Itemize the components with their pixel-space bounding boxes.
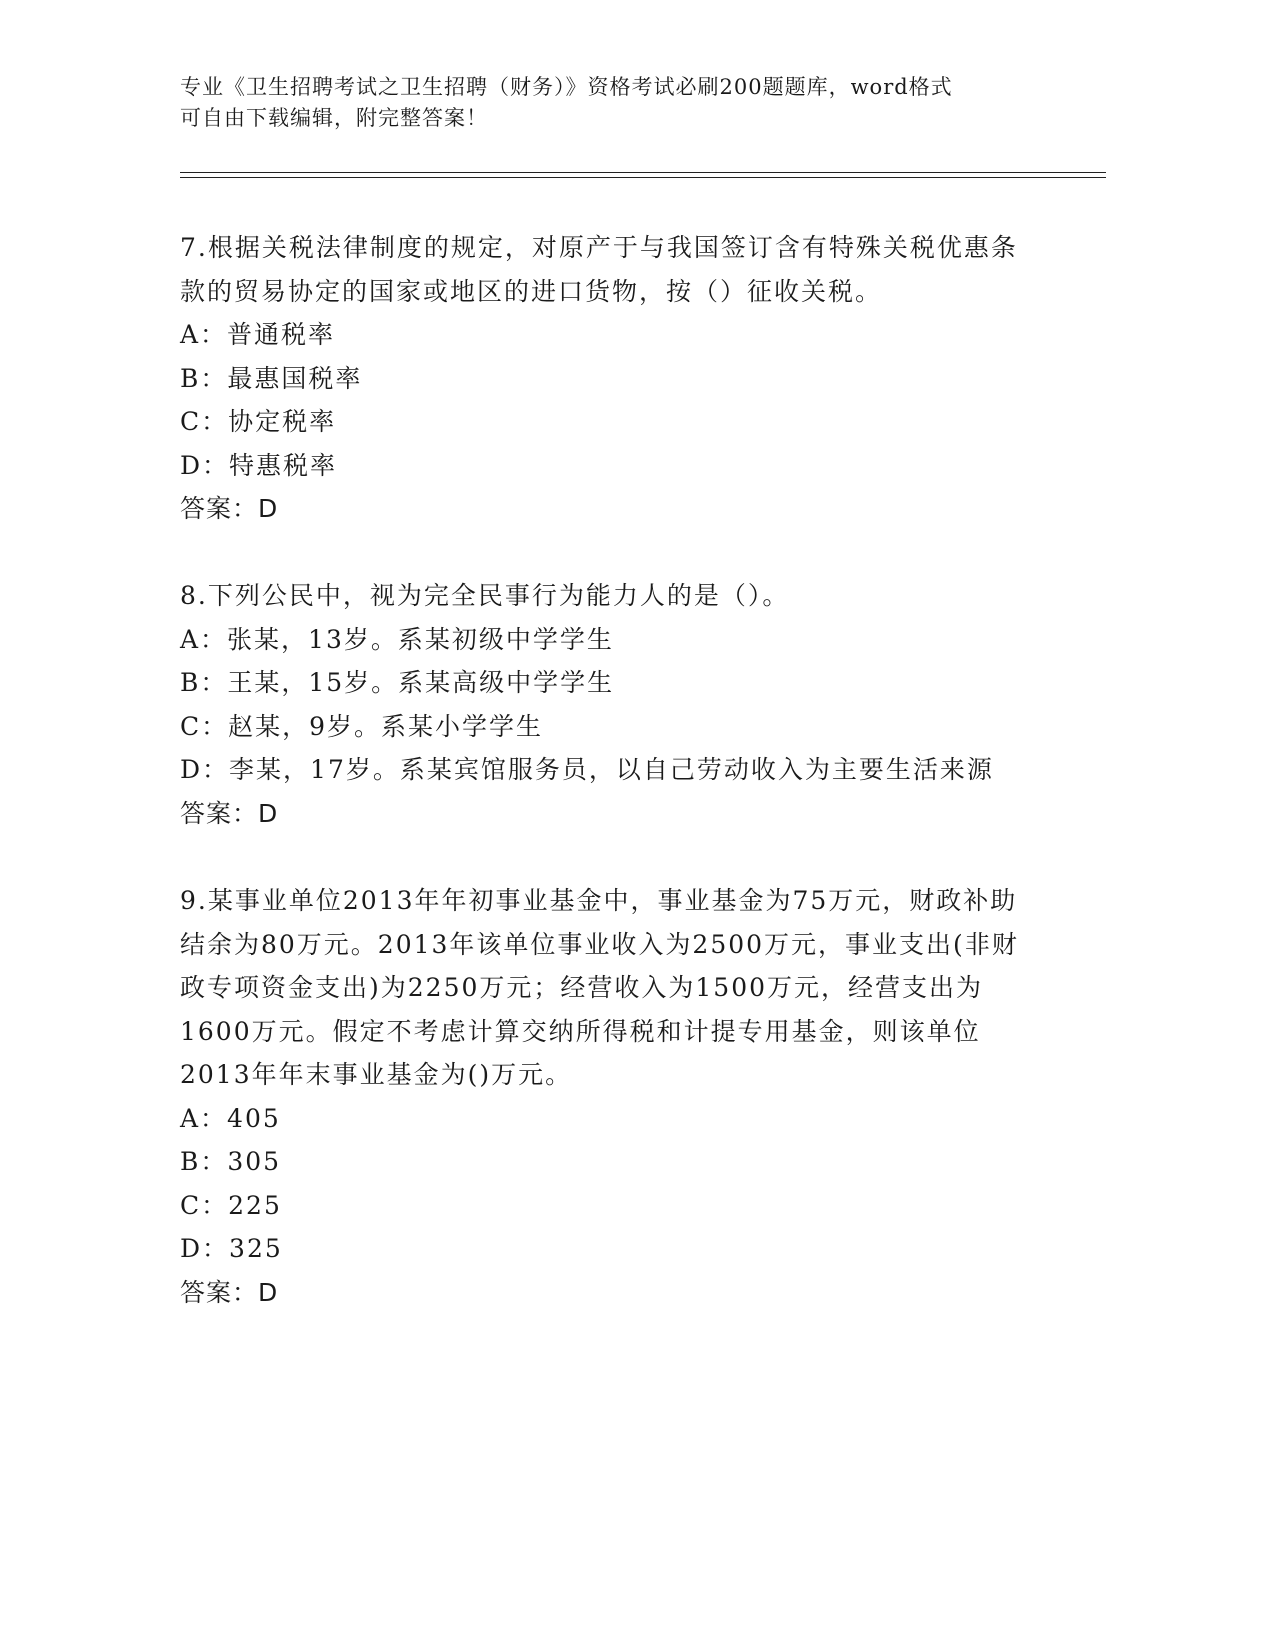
option-b: B：王某，15岁。系某高级中学学生 bbox=[180, 668, 615, 697]
answer: 答案：D bbox=[180, 494, 279, 523]
question-text: 9.某事业单位2013年年初事业基金中，事业基金为75万元，财政补助结余为80万元。2013年该单位事业收入为2500万元，事业支出(非财政专项资金支出)为2250万元；经营收入为1500万元，经营支出为1600万元。假定不考虑计算交纳所得税和计提专用基金，则该单位2013年年末事业基金为()万元。 bbox=[180, 886, 1019, 1089]
option-d: D：李某，17岁。系某宾馆服务员，以自己劳动收入为主要生活来源 bbox=[180, 755, 994, 784]
option-a: A：普通税率 bbox=[180, 320, 336, 349]
option-c: C：225 bbox=[180, 1190, 282, 1220]
option-c: C：协定税率 bbox=[180, 407, 337, 436]
option-c: C：赵某，9岁。系某小学学生 bbox=[180, 711, 544, 741]
header-divider-top bbox=[180, 172, 1106, 173]
option-b: B：最惠国税率 bbox=[180, 363, 363, 393]
option-a: A：405 bbox=[180, 1103, 281, 1133]
answer: 答案：D bbox=[180, 1277, 279, 1307]
option-d: D：325 bbox=[180, 1234, 283, 1263]
answer: 答案：D bbox=[180, 798, 279, 828]
header-line-2: 可自由下载编辑，附完整答案！ bbox=[180, 106, 488, 130]
option-a: A：张某，13岁。系某初级中学学生 bbox=[180, 624, 614, 654]
document-header bbox=[180, 72, 1040, 134]
option-b: B：305 bbox=[180, 1147, 282, 1176]
header-divider-bottom bbox=[180, 177, 1106, 178]
option-d: D：特惠税率 bbox=[180, 450, 338, 480]
question-text: 7.根据关税法律制度的规定，对原产于与我国签订含有特殊关税优惠条款的贸易协定的国家或地区的进口货物，按（）征收关税。 bbox=[180, 233, 1018, 306]
question-9 bbox=[180, 879, 1040, 1314]
question-8 bbox=[180, 574, 1040, 835]
header-line-1: 专业《卫生招聘考试之卫生招聘（财务）》资格考试必刷200题题库，word格式 bbox=[180, 75, 953, 99]
question-text: 8.下列公民中，视为完全民事行为能力人的是（）。 bbox=[180, 581, 790, 610]
question-7 bbox=[180, 226, 1040, 531]
